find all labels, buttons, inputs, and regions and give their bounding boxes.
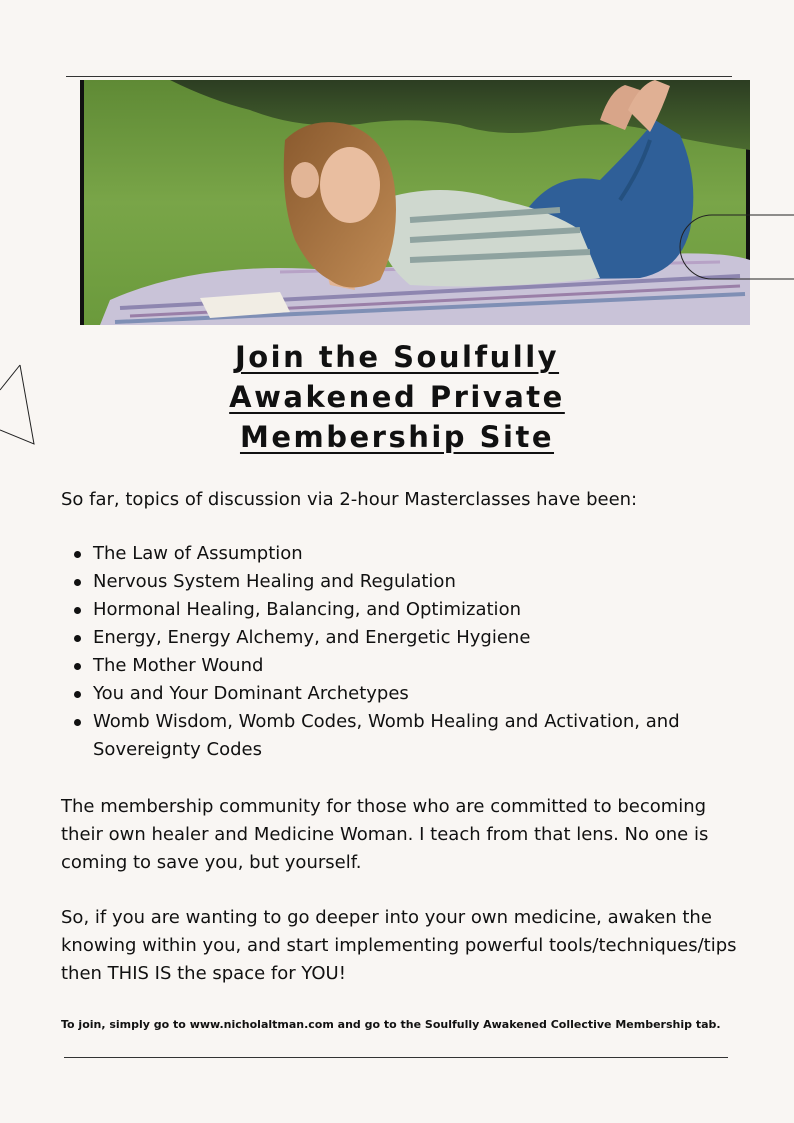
decorative-triangle bbox=[0, 360, 40, 450]
bullet-icon bbox=[74, 691, 81, 698]
topic-text: Nervous System Healing and Regulation bbox=[93, 571, 456, 592]
topic-text: You and Your Dominant Archetypes bbox=[93, 683, 409, 704]
join-instructions: To join, simply go to www.nicholaltman.com and go to the Soulfully Awakened Collective Membership tab. bbox=[61, 1018, 721, 1031]
title-line-2: Awakened Private bbox=[229, 380, 565, 414]
topic-text: The Mother Wound bbox=[93, 655, 264, 676]
page-title bbox=[150, 337, 644, 457]
topic-text: The Law of Assumption bbox=[93, 543, 303, 564]
topic-item bbox=[61, 624, 741, 652]
topic-text: Womb Wisdom, Womb Codes, Womb Healing and Activation, and Sovereignty Codes bbox=[93, 711, 680, 760]
bullet-icon bbox=[74, 719, 81, 726]
hero-photo bbox=[80, 80, 750, 325]
topic-item bbox=[61, 540, 741, 568]
topic-item bbox=[61, 680, 741, 708]
bullet-icon bbox=[74, 579, 81, 586]
topic-item bbox=[61, 596, 741, 624]
bullet-icon bbox=[74, 635, 81, 642]
bottom-divider bbox=[64, 1057, 728, 1058]
top-divider bbox=[66, 76, 732, 77]
title-line-1: Join the Soulfully bbox=[234, 340, 560, 374]
topic-text: Hormonal Healing, Balancing, and Optimization bbox=[93, 599, 521, 620]
topic-item bbox=[61, 652, 741, 680]
membership-description: The membership community for those who are committed to becoming their own healer and Medicine Woman. I teach from that lens. No one is coming to save you, but yourself. bbox=[61, 796, 709, 873]
bullet-icon bbox=[74, 607, 81, 614]
topics-list bbox=[61, 540, 741, 764]
bullet-icon bbox=[74, 663, 81, 670]
topic-text: Energy, Energy Alchemy, and Energetic Hygiene bbox=[93, 627, 531, 648]
title-line-3: Membership Site bbox=[239, 420, 555, 454]
decorative-circle-lines bbox=[672, 214, 794, 280]
call-to-action-text: So, if you are wanting to go deeper into your own medicine, awaken the knowing within you, and start implementing powerful tools/techniques/tips then THIS IS the space for YOU! bbox=[61, 907, 737, 984]
bullet-icon bbox=[74, 551, 81, 558]
topic-item bbox=[61, 708, 741, 764]
intro-text: So far, topics of discussion via 2-hour Masterclasses have been: bbox=[61, 489, 638, 510]
topic-item bbox=[61, 568, 741, 596]
